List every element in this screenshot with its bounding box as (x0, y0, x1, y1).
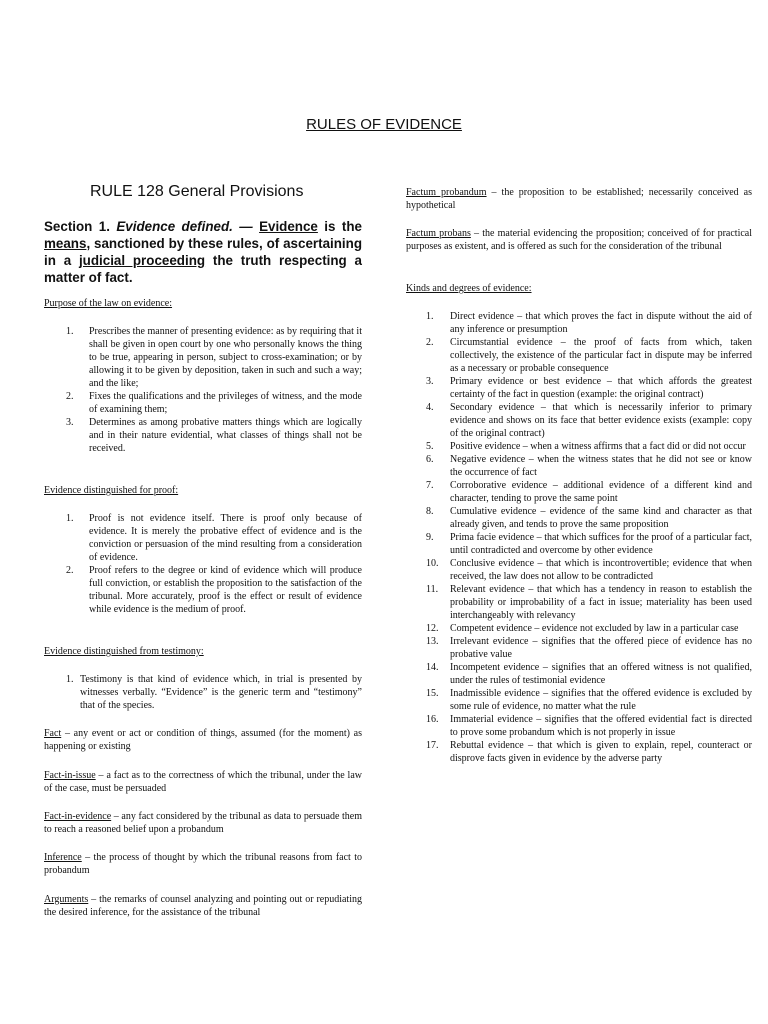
proof-list (44, 512, 362, 616)
definition-fact (44, 727, 362, 753)
list-item: 4. Secondary evidence – that which is necessarily inferior to primary evidence and shows on its face that better evidence exists (example: copy of the original contract) (426, 402, 752, 439)
list-item: 9. Prima facie evidence – that which suffices for the proof of a particular fact, until contradicted and overcome by other evidence (426, 532, 752, 556)
definition-term: Factum probandum (406, 187, 487, 198)
definition-term: Fact (44, 728, 62, 739)
definition-fact-in-issue (44, 769, 362, 795)
list-item: 2. Proof refers to the degree or kind of evidence which will produce full conviction, or establish the proposition to the satisfaction of the tribunal. More accurately, proof is the effect or result of evidence while evidence is the medium of proof. (66, 565, 362, 615)
definition-factum-probans (406, 227, 752, 253)
list-item: 3. Primary evidence or best evidence – that which affords the greatest certainty of the fact in question (example: the original contract) (426, 376, 752, 400)
definition-text: – the material evidencing the proposition; conceived of for practical purposes as existent, and is offered as such for the consideration of the tribunal (406, 228, 753, 252)
definition-text: – the remarks of counsel analyzing and pointing out or repudiating the desired inference, for the assistance of the tribunal (44, 894, 362, 918)
list-item: 12. Competent evidence – evidence not excluded by law in a particular case (426, 623, 739, 634)
definition-fact-in-evidence (44, 810, 362, 836)
kinds-heading: Kinds and degrees of evidence: (406, 283, 532, 294)
definition-arguments (44, 893, 362, 919)
definition-text: – the proposition to be established; necessarily conceived as hypothetical (406, 187, 752, 211)
section-text: is the (324, 219, 362, 234)
list-item: 6. Negative evidence – when the witness states that he did not see or know the occurrence of fact (426, 454, 752, 478)
list-item: 16. Immaterial evidence – signifies that the offered evidential fact is directed to prove some probandum which is not properly in issue (426, 714, 752, 738)
section-1-definition (44, 218, 362, 286)
list-item: 10. Conclusive evidence – that which is incontrovertible; evidence that when received, the law does not allow to be contradicted (426, 558, 752, 582)
term-evidence: Evidence (259, 219, 318, 234)
section-title: Evidence defined. — (116, 219, 253, 234)
definition-term: Factum probans (406, 228, 471, 239)
list-item: 2. Fixes the qualifications and the privileges of witness, and the mode of examining them; (66, 391, 362, 415)
purpose-heading: Purpose of the law on evidence: (44, 298, 173, 309)
definition-text: – any fact considered by the tribunal as data to persuade them to reach a reasoned belief upon a probandum (44, 811, 362, 835)
kinds-section (406, 282, 752, 765)
list-item: 11. Relevant evidence – that which has a tendency in reason to establish the probability or improbability of a fact in issue; materiality has been used interchangeably with relevancy (426, 584, 752, 621)
definition-term: Arguments (44, 894, 89, 905)
document-title: RULES OF EVIDENCE (306, 116, 462, 133)
testimony-section (44, 645, 362, 712)
list-item: 3. Determines as among probative matters things which are logically and in their nature evidential, what classes of things shall not be received. (66, 417, 362, 454)
definition-text: – the process of thought by which the tribunal reasons from fact to probandum (44, 852, 362, 876)
kinds-list (406, 310, 752, 765)
list-item: 13. Irrelevant evidence – signifies that the offered piece of evidence has no probative value (426, 636, 752, 660)
rule-heading: RULE 128 General Provisions (90, 183, 304, 200)
definition-text: – any event or act or condition of things, assumed (for the moment) as happening or existing (44, 728, 362, 752)
definition-term: Fact-in-evidence (44, 811, 112, 822)
list-item: 1. Testimony is that kind of evidence which, in trial is presented by witnesses verbally. “Evidence” is the generic term and “testimony” that of the species. (66, 674, 362, 711)
purpose-list (44, 325, 362, 455)
term-judicial-proceeding: judicial proceeding (78, 253, 206, 268)
list-item: 15. Inadmissible evidence – signifies that the offered evidence is excluded by some rule of evidence, no matter what the rule (426, 688, 752, 712)
list-item: 1. Direct evidence – that which proves the fact in dispute without the aid of any inference or presumption (426, 311, 752, 335)
section-text: , sanctioned by these rules, of ascertaining in a (44, 236, 362, 268)
definition-term: Fact-in-issue (44, 770, 96, 781)
list-item: 1. Proof is not evidence itself. There is proof only because of evidence. It is merely the probative effect of evidence and is the conviction or persuasion of the mind resulting from a consideration of evidence. (66, 513, 362, 563)
list-item: 14. Incompetent evidence – signifies that an offered witness is not qualified, under the rules of testimonial evidence (426, 662, 752, 686)
list-item: 1. Prescribes the manner of presenting evidence: as by requiring that it shall be given in open court by one who personally knows the thing to be true, appearing in person, subject to cross-examination; or by allowing it to be given by deposition, taken in such and such a way; and the like; (66, 326, 362, 389)
list-item: 8. Cumulative evidence – evidence of the same kind and character as that already given, and tends to prove the same proposition (426, 506, 752, 530)
definition-inference (44, 851, 362, 877)
testimony-heading: Evidence distinguished from testimony: (44, 646, 204, 657)
proof-section (44, 484, 362, 616)
list-item: 17. Rebuttal evidence – that which is given to explain, repel, counteract or disprove facts given in evidence by the adverse party (426, 740, 752, 764)
section-number: Section 1. (44, 219, 110, 234)
purpose-section (44, 297, 362, 455)
list-item: 7. Corroborative evidence – additional evidence of a different kind and character, tending to prove the same point (426, 480, 752, 504)
list-item: 5. Positive evidence – when a witness affirms that a fact did or did not occur (426, 441, 746, 452)
list-item: 2. Circumstantial evidence – the proof of facts from which, taken collectively, the existence of the particular fact in dispute may be inferred as a necessary or probable consequence (426, 337, 752, 374)
definition-term: Inference (44, 852, 82, 863)
definition-text: – a fact as to the correctness of which the tribunal, under the law of the case, must be persuaded (44, 770, 362, 794)
proof-heading: Evidence distinguished for proof: (44, 485, 179, 496)
term-means: means (44, 236, 87, 251)
definition-factum-probandum (406, 186, 752, 212)
section-text: the truth respecting a matter of fact. (44, 253, 362, 285)
